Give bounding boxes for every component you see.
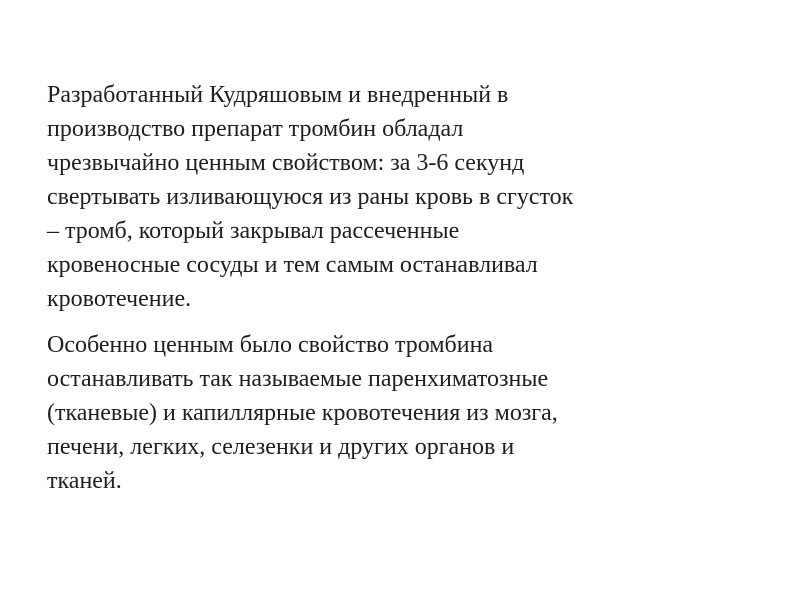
paragraph-line: свертывать изливающуюся из раны кровь в сгусток — [47, 184, 574, 210]
paragraph-line: останавливать так называемые паренхиматозные — [47, 366, 549, 392]
paragraph-line: Особенно ценным было свойство тромбина — [47, 332, 494, 358]
paragraph-line: Разработанный Кудряшовым и внедренный в — [47, 82, 509, 108]
paragraph-1 — [47, 78, 747, 316]
paragraph-line: кровотечение. — [47, 286, 192, 312]
paragraph-line: (тканевые) и капиллярные кровотечения из мозга, — [47, 400, 558, 426]
paragraph-line: печени, легких, селезенки и других органов и — [47, 434, 515, 460]
paragraph-line: тканей. — [47, 468, 122, 494]
paragraph-line: чрезвычайно ценным свойством: за 3-6 секунд — [47, 150, 525, 176]
paragraph-line: кровеносные сосуды и тем самым останавливал — [47, 252, 538, 278]
slide-body-text — [47, 78, 747, 510]
paragraph-line: производство препарат тромбин обладал — [47, 116, 464, 142]
paragraph-line: – тромб, который закрывал рассеченные — [47, 218, 460, 244]
paragraph-2 — [47, 328, 747, 498]
